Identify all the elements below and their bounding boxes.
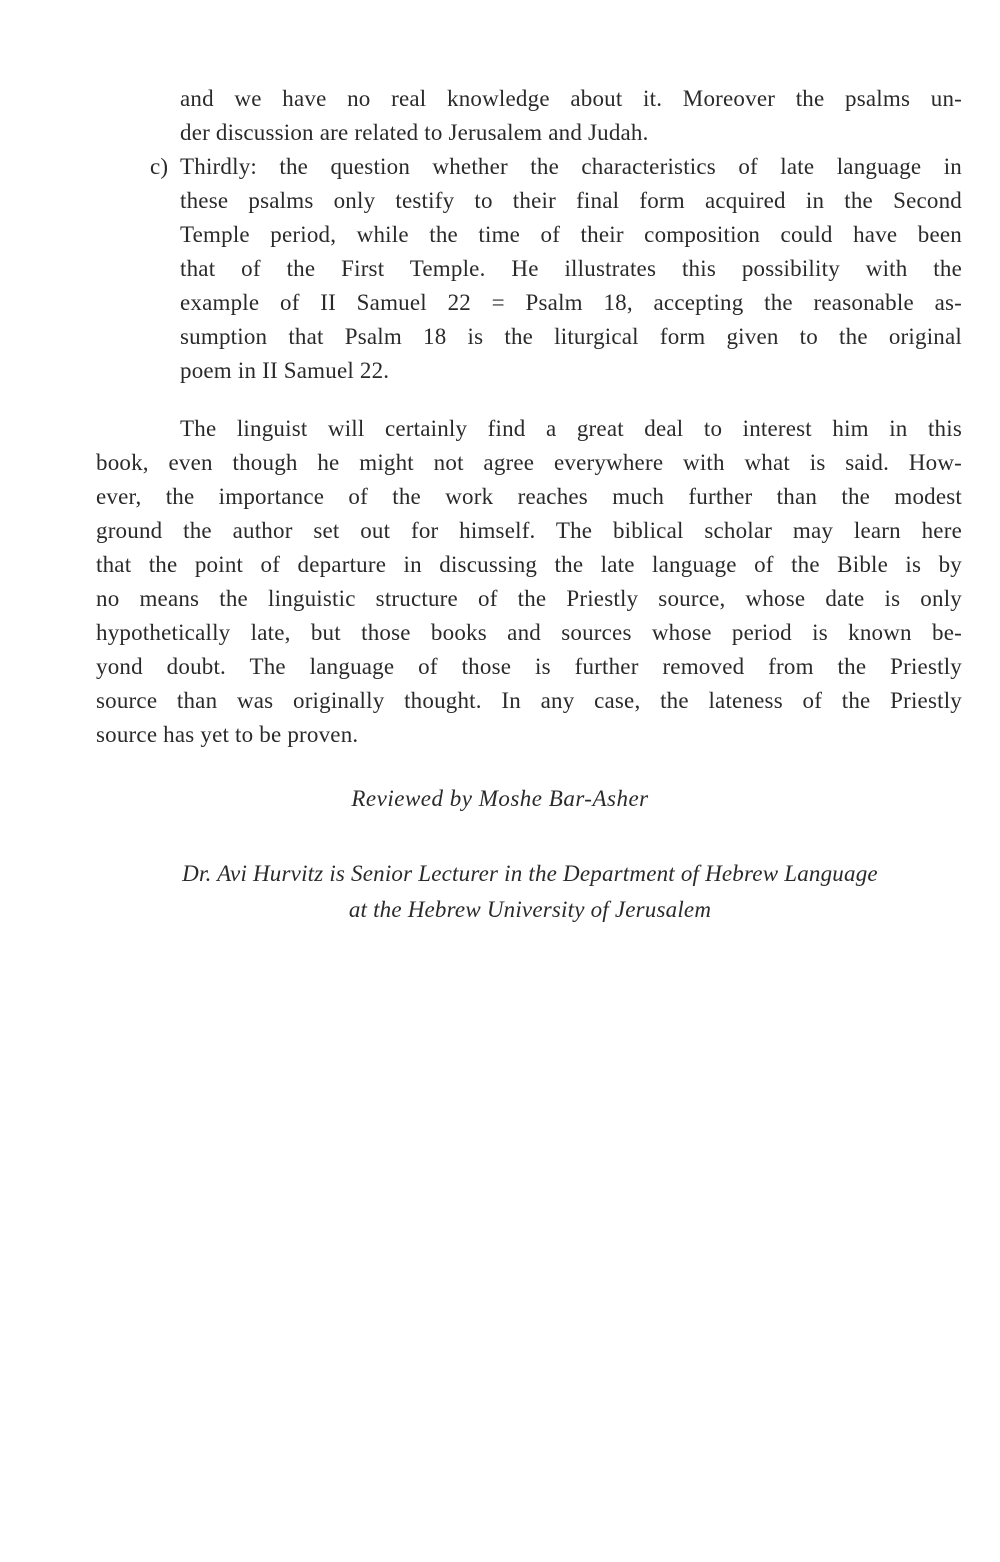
text-line: yond doubt. The language of those is further removed from the Priestly bbox=[96, 654, 962, 679]
reviewer-credit: Reviewed by Moshe Bar-Asher bbox=[351, 786, 649, 811]
text-line: book, even though he might not agree everywhere with what is said. How- bbox=[96, 450, 962, 475]
text-line: at the Hebrew University of Jerusalem bbox=[348, 897, 712, 922]
text-line: hypothetically late, but those books and sources whose period is known be- bbox=[96, 620, 962, 645]
review-paragraph bbox=[96, 412, 962, 752]
text-line: and we have no real knowledge about it. Moreover the psalms un- bbox=[180, 86, 962, 111]
text-line: source has yet to be proven. bbox=[96, 722, 359, 747]
text-line-content: The linguist will certainly find a great deal to interest him in this bbox=[180, 416, 962, 441]
text-line bbox=[96, 412, 962, 446]
list-item-c bbox=[150, 150, 962, 388]
text-line: source than was originally thought. In any case, the lateness of the Priestly bbox=[96, 688, 962, 713]
text-line: der discussion are related to Jerusalem and Judah. bbox=[180, 120, 649, 145]
text-line: Thirdly: the question whether the characteristics of late language in bbox=[180, 154, 962, 179]
text-line: no means the linguistic structure of the Priestly source, whose date is only bbox=[96, 586, 962, 611]
text-line: example of II Samuel 22 = Psalm 18, accepting the reasonable as- bbox=[180, 290, 962, 315]
author-affiliation-note bbox=[100, 856, 960, 928]
text-line: Temple period, while the time of their composition could have been bbox=[180, 222, 962, 247]
text-line: that of the First Temple. He illustrates this possibility with the bbox=[180, 256, 962, 281]
list-marker: c) bbox=[150, 154, 169, 179]
text-line: Dr. Avi Hurvitz is Senior Lecturer in the Department of Hebrew Language bbox=[182, 861, 878, 886]
text-line: that the point of departure in discussing the late language of the Bible is by bbox=[96, 552, 962, 577]
continuation-text bbox=[180, 82, 962, 150]
text-line: poem in II Samuel 22. bbox=[180, 358, 390, 383]
text-line: these psalms only testify to their final form acquired in the Second bbox=[180, 188, 962, 213]
text-line: sumption that Psalm 18 is the liturgical form given to the original bbox=[180, 324, 962, 349]
text-line: ever, the importance of the work reaches much further than the modest bbox=[96, 484, 962, 509]
text-line: ground the author set out for himself. The biblical scholar may learn here bbox=[96, 518, 962, 543]
list-item-text bbox=[180, 150, 962, 388]
